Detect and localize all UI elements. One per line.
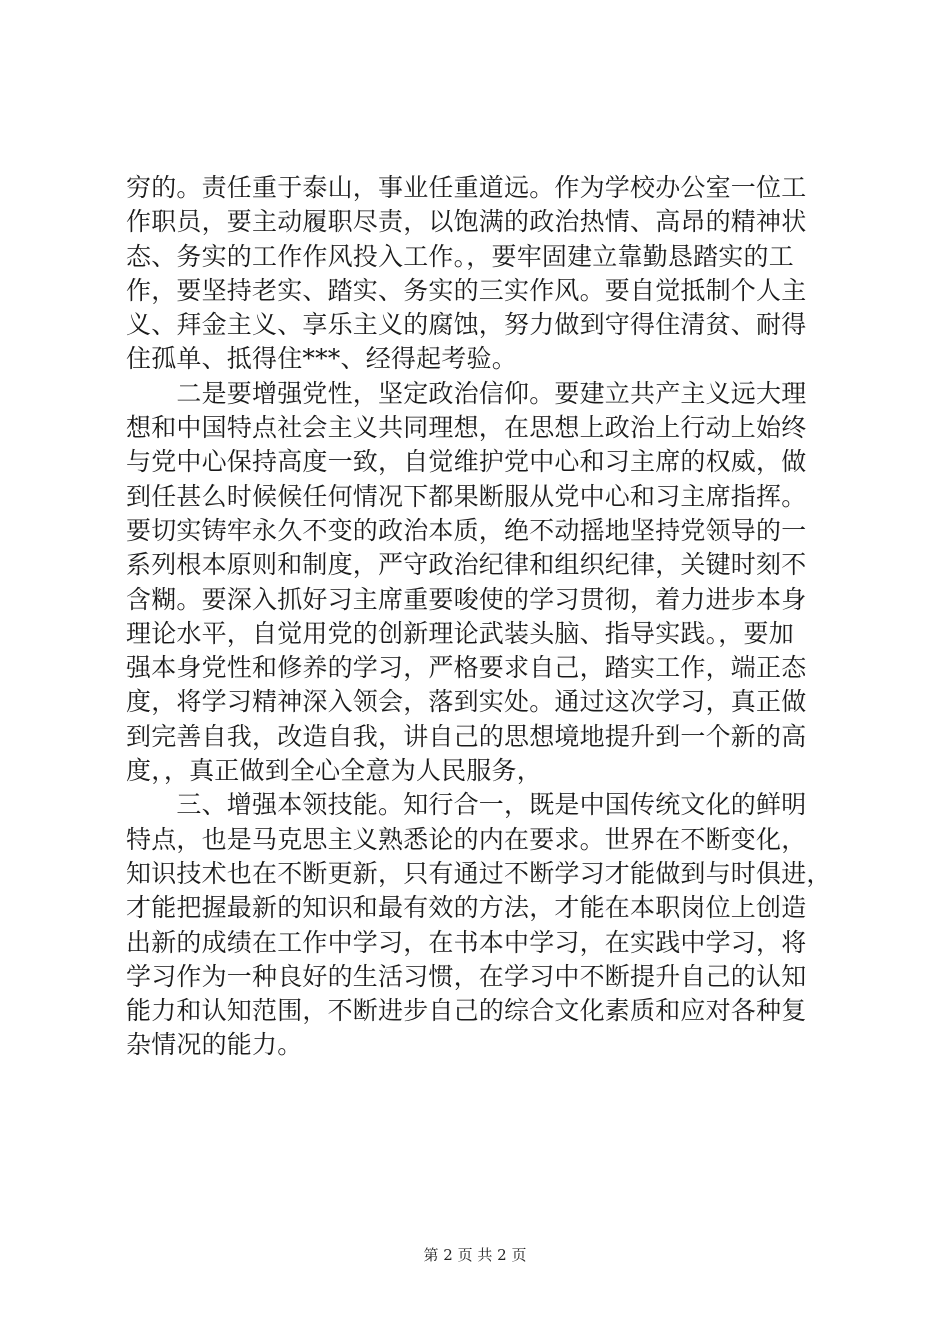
text-line: 到完善自我，改造自我，讲自己的思想境地提升到一个新的高 xyxy=(126,721,807,751)
text-line: 系列根本原则和制度，严守政治纪律和组织纪律，关键时刻不 xyxy=(126,550,807,580)
text-line: 与党中心保持高度一致，自觉维护党中心和习主席的权威，做 xyxy=(126,447,807,477)
text-line: 特点，也是马克思主义熟悉论的内在要求。世界在不断变化， xyxy=(126,824,807,854)
text-line: 度，，真正做到全心全意为人民服务， xyxy=(126,756,542,786)
text-line: 三、增强本领技能。知行合一，既是中国传统文化的鲜明 xyxy=(126,790,807,820)
text-line: 才能把握最新的知识和最有效的方法，才能在本职岗位上创造 xyxy=(126,893,807,923)
page-number-label: 第 2 页 共 2 页 xyxy=(423,1246,527,1264)
text-line: 理论水平，自觉用党的创新理论武装头脑、指导实践。，要加 xyxy=(126,618,794,648)
text-line: 能力和认知范围，不断进步自己的综合文化素质和应对各种复 xyxy=(126,996,807,1026)
text-line: 作职员，要主动履职尽责，以饱满的政治热情、高昂的精神状 xyxy=(126,207,807,237)
text-line: 义、拜金主义、享乐主义的腐蚀，努力做到守得住清贫、耐得 xyxy=(126,310,807,340)
text-line: 出新的成绩在工作中学习，在书本中学习，在实践中学习，将 xyxy=(126,927,807,957)
text-line: 二是要增强党性，坚定政治信仰。要建立共产主义远大理 xyxy=(126,378,807,408)
text-line: 强本身党性和修养的学习，严格要求自己，踏实工作，端正态 xyxy=(126,653,807,683)
text-line: 要切实铸牢永久不变的政治本质，绝不动摇地坚持党领导的一 xyxy=(126,515,807,545)
text-line: 度，将学习精神深入领会，落到实处。通过这次学习，真正做 xyxy=(126,687,807,717)
text-line: 到任甚么时候候任何情况下都果断服从党中心和习主席指挥。 xyxy=(126,481,807,511)
text-line: 杂情况的能力。 xyxy=(126,1030,303,1060)
text-line: 想和中国特点社会主义共同理想，在思想上政治上行动上始终 xyxy=(126,413,807,443)
text-line: 态、务实的工作作风投入工作。，要牢固建立靠勤恳踏实的工 xyxy=(126,241,794,271)
text-line: 学习作为一种良好的生活习惯，在学习中不断提升自己的认知 xyxy=(126,961,807,991)
document-body xyxy=(126,171,836,1063)
text-line: 作，要坚持老实、踏实、务实的三实作风。要自觉抵制个人主 xyxy=(126,275,807,305)
text-line: 含糊。要深入抓好习主席重要唆使的学习贯彻，着力进步本身 xyxy=(126,584,807,614)
text-line: 穷的。责任重于泰山，事业任重道远。作为学校办公室一位工 xyxy=(126,173,807,202)
text-line: 知识技术也在不断更新，只有通过不断学习才能做到与时俱进， xyxy=(126,858,832,888)
page-footer xyxy=(0,1244,950,1265)
text-line: 住孤单、抵得住***、经得起考验。 xyxy=(126,344,517,374)
